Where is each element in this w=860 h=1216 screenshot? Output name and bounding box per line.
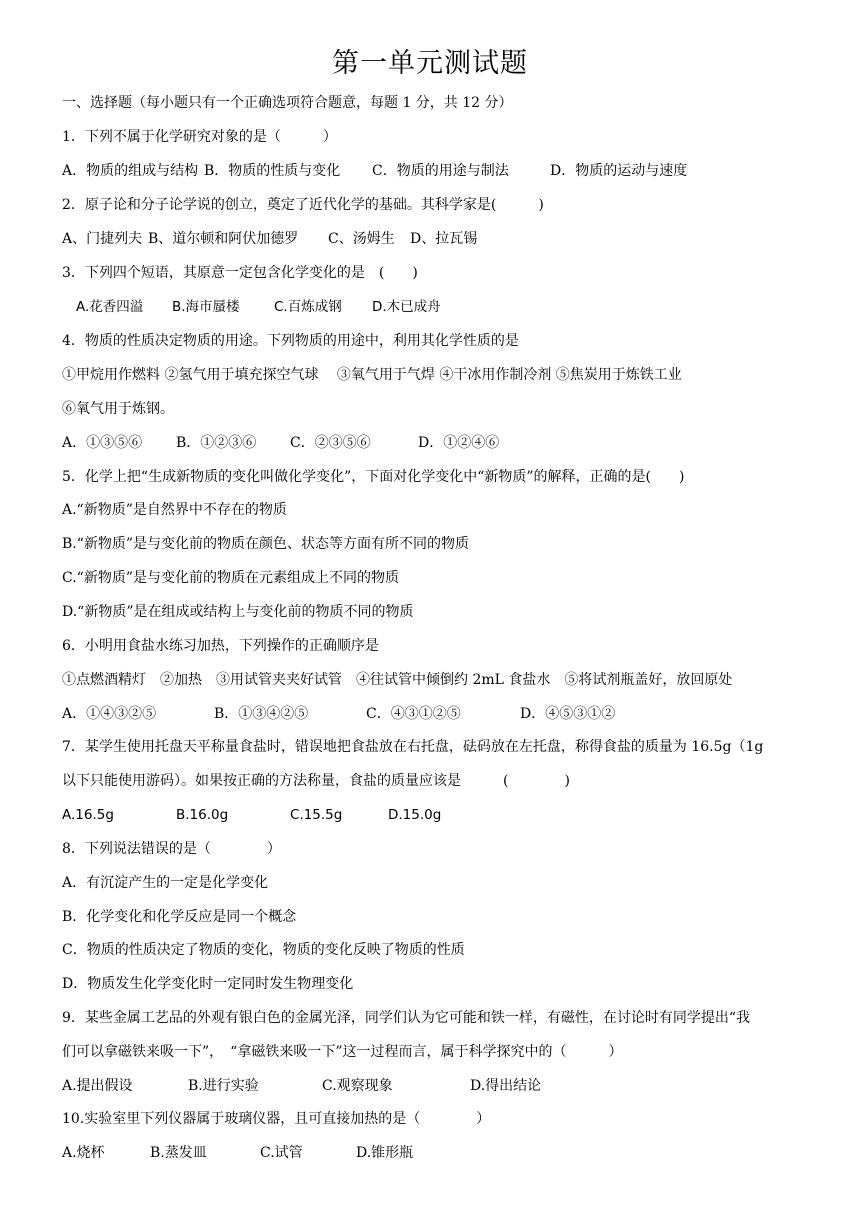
option-c: C.15.5g: [290, 807, 343, 823]
question-7-stem-line-2: 以下只能使用游码）。如果按正确的方法称量，食盐的质量应该是 ( ): [62, 773, 570, 789]
question-3-stem: 3．下列四个短语，其原意一定包含化学变化的是 ( ): [62, 265, 418, 281]
option-c: C．物质的用途与制法: [372, 163, 509, 179]
option-b: B．物质的性质与变化: [204, 163, 341, 179]
option-d: D．①②④⑥: [418, 435, 500, 451]
option-a: A.烧杯: [62, 1145, 105, 1161]
question-2-options: [62, 229, 477, 249]
option-a: A.16.5g: [62, 807, 114, 823]
option-d: D．物质的运动与速度: [550, 163, 688, 179]
question-4-items-line-2: ⑥氧气用于炼钢。: [62, 401, 174, 417]
option-a: A.提出假设: [62, 1078, 133, 1094]
option-b: B、道尔顿和阿伏加德罗: [148, 231, 299, 247]
option-d: D.15.0g: [388, 807, 442, 823]
question-6-items: ①点燃酒精灯 ②加热 ③用试管夹夹好试管 ④往试管中倾倒约 2mL 食盐水 ⑤将试剂瓶盖好，放回原处: [62, 672, 733, 688]
question-5-option-c: C.“新物质”是与变化前的物质在元素组成上不同的物质: [62, 570, 399, 586]
option-c: C、汤姆生: [328, 231, 395, 247]
option-a: A．①④③②⑤: [62, 706, 157, 722]
option-b: B．①②③⑥: [176, 435, 257, 451]
option-b: B.蒸发皿: [150, 1145, 207, 1161]
option-d: D.锥形瓶: [356, 1145, 414, 1161]
question-4-stem: 4．物质的性质决定物质的用途。下列物质的用途中，利用其化学性质的是: [62, 333, 519, 349]
option-c: C.试管: [260, 1145, 303, 1161]
question-9-options: [62, 1076, 541, 1096]
question-8-option-d: D．物质发生化学变化时一定同时发生物理变化: [62, 976, 354, 992]
option-c: C．②③⑤⑥: [290, 435, 371, 451]
question-5-stem: 5．化学上把“生成新物质的变化叫做化学变化”，下面对化学变化中“新物质”的解释，正确的是( ): [62, 469, 685, 485]
question-8-option-c: C．物质的性质决定了物质的变化，物质的变化反映了物质的性质: [62, 942, 465, 958]
option-a: A．①③⑤⑥: [62, 435, 143, 451]
option-d: D、拉瓦锡: [410, 231, 478, 247]
question-4-items-line-1: ①甲烷用作燃料 ②氢气用于填充探空气球 ③氧气用于气焊 ④干冰用作制冷剂 ⑤焦炭用于炼铁工业: [62, 367, 682, 383]
question-8-option-a: A．有沉淀产生的一定是化学变化: [62, 875, 269, 891]
question-9-stem-line-2: 们可以拿磁铁来吸一下”， “拿磁铁来吸一下”这一过程而言，属于科学探究中的（ ）: [62, 1044, 623, 1060]
question-10-stem: 10.实验室里下列仪器属于玻璃仪器，且可直接加热的是（ ）: [62, 1111, 491, 1127]
question-5-option-b: B.“新物质”是与变化前的物质在颜色、状态等方面有所不同的物质: [62, 536, 470, 552]
question-10-options: [62, 1143, 413, 1163]
option-b: B.海市蜃楼: [172, 299, 240, 315]
question-1-stem: 1．下列不属于化学研究对象的是（ ）: [62, 129, 337, 145]
question-7-options: [62, 805, 441, 825]
option-a: A．物质的组成与结构: [62, 163, 199, 179]
question-3-options: [76, 297, 441, 317]
option-c: C．④③①②⑤: [366, 706, 461, 722]
question-6-options: [62, 704, 615, 724]
option-a: A、门捷列夫: [62, 231, 143, 247]
question-4-options: [62, 433, 499, 453]
question-2-stem: 2．原子论和分子论学说的创立，奠定了近代化学的基础。其科学家是( ): [62, 197, 544, 213]
option-a: A.花香四溢: [76, 299, 144, 315]
question-8-option-b: B．化学变化和化学反应是同一个概念: [62, 909, 297, 925]
option-c: C.百炼成钢: [274, 299, 342, 315]
question-5-option-a: A.“新物质”是自然界中不存在的物质: [62, 502, 287, 518]
question-6-stem: 6．小明用食盐水练习加热，下列操作的正确顺序是: [62, 638, 379, 654]
option-c: C.观察现象: [322, 1078, 393, 1094]
page-title: 第一单元测试题: [332, 48, 528, 79]
section-heading: 一、选择题（每小题只有一个正确选项符合题意，每题 1 分，共 12 分）: [62, 95, 513, 111]
question-5-option-d: D.“新物质”是在组成或结构上与变化前的物质不同的物质: [62, 604, 414, 620]
question-7-stem-line-1: 7．某学生使用托盘天平称量食盐时，错误地把食盐放在右托盘，砝码放在左托盘，称得食盐的质量为 16.5g（1g: [62, 739, 764, 755]
question-1-options: [62, 161, 687, 181]
option-b: B.进行实验: [188, 1078, 259, 1094]
option-b: B.16.0g: [176, 807, 229, 823]
option-d: D.木已成舟: [372, 299, 441, 315]
question-9-stem-line-1: 9．某些金属工艺品的外观有银白色的金属光泽，同学们认为它可能和铁一样，有磁性，在讨论时有同学提出“我: [62, 1010, 751, 1026]
question-8-stem: 8．下列说法错误的是（ ）: [62, 841, 281, 857]
option-b: B．①③④②⑤: [214, 706, 309, 722]
option-d: D.得出结论: [470, 1078, 542, 1094]
option-d: D．④⑤③①②: [520, 706, 616, 722]
